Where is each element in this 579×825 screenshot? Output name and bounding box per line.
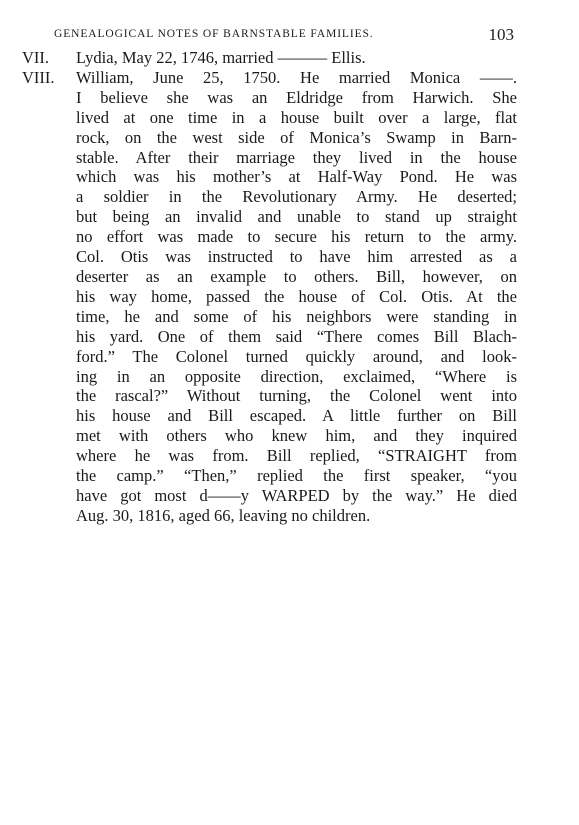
entry-text-line: his way home, passed the house of Col. Otis. At the bbox=[76, 286, 517, 306]
running-head bbox=[54, 25, 514, 47]
running-title: GENEALOGICAL NOTES OF BARNSTABLE FAMILIES. bbox=[54, 28, 374, 40]
entry-text-line: William, June 25, 1750. He married Monica ——. bbox=[76, 67, 517, 87]
entry-numeral: VIII. bbox=[22, 67, 55, 87]
entry-numeral: VII. bbox=[22, 48, 50, 67]
entry-text-line: Col. Otis was instructed to have him arrested as a bbox=[76, 247, 517, 267]
entry-text-line: have got most d——y WARPED by the way.” He died bbox=[76, 485, 517, 505]
entry-text-line: stable. After their marriage they lived in the house bbox=[76, 147, 517, 167]
page-number: 103 bbox=[488, 25, 514, 44]
entry-text-line: met with others who knew him, and they inquired bbox=[76, 426, 517, 446]
entry-text-line: ing in an opposite direction, exclaimed, “Where is bbox=[76, 366, 517, 386]
genealogy-entries bbox=[22, 48, 517, 526]
entry-text-line: the camp.” “Then,” replied the first speaker, “you bbox=[76, 466, 517, 486]
entry-text-line: but being an invalid and unable to stand up straight bbox=[76, 207, 517, 227]
entry-text-line: Aug. 30, 1816, aged 66, leaving no children. bbox=[76, 505, 371, 525]
entry-text-line: rock, on the west side of Monica’s Swamp in Barn- bbox=[76, 127, 517, 147]
entry-text-line: deserter as an example to others. Bill, however, on bbox=[76, 266, 517, 286]
entry-text-line: a soldier in the Revolutionary Army. He deserted; bbox=[76, 187, 517, 207]
entry-viii bbox=[22, 68, 517, 526]
entry-text-line: the rascal?” Without turning, the Colonel went into bbox=[76, 386, 517, 406]
entry-text-line: I believe she was an Eldridge from Harwich. She bbox=[76, 87, 517, 107]
entry-text-line: which was his mother’s at Half-Way Pond. He was bbox=[76, 167, 517, 187]
entry-vii bbox=[22, 48, 517, 68]
entry-text-line: Lydia, May 22, 1746, married ——— Ellis. bbox=[76, 48, 366, 67]
entry-text-line: no effort was made to secure his return to the army. bbox=[76, 227, 517, 247]
entry-text-line: ford.” The Colonel turned quickly around, and look- bbox=[76, 346, 517, 366]
entry-text-line: time, he and some of his neighbors were standing in bbox=[76, 306, 517, 326]
entry-text-line: lived at one time in a house built over a large, flat bbox=[76, 107, 517, 127]
entry-text-line: his yard. One of them said “There comes Bill Blach- bbox=[76, 326, 517, 346]
entry-text-line: his house and Bill escaped. A little further on Bill bbox=[76, 406, 517, 426]
entry-text-line: where he was from. Bill replied, “STRAIGHT from bbox=[76, 446, 517, 466]
